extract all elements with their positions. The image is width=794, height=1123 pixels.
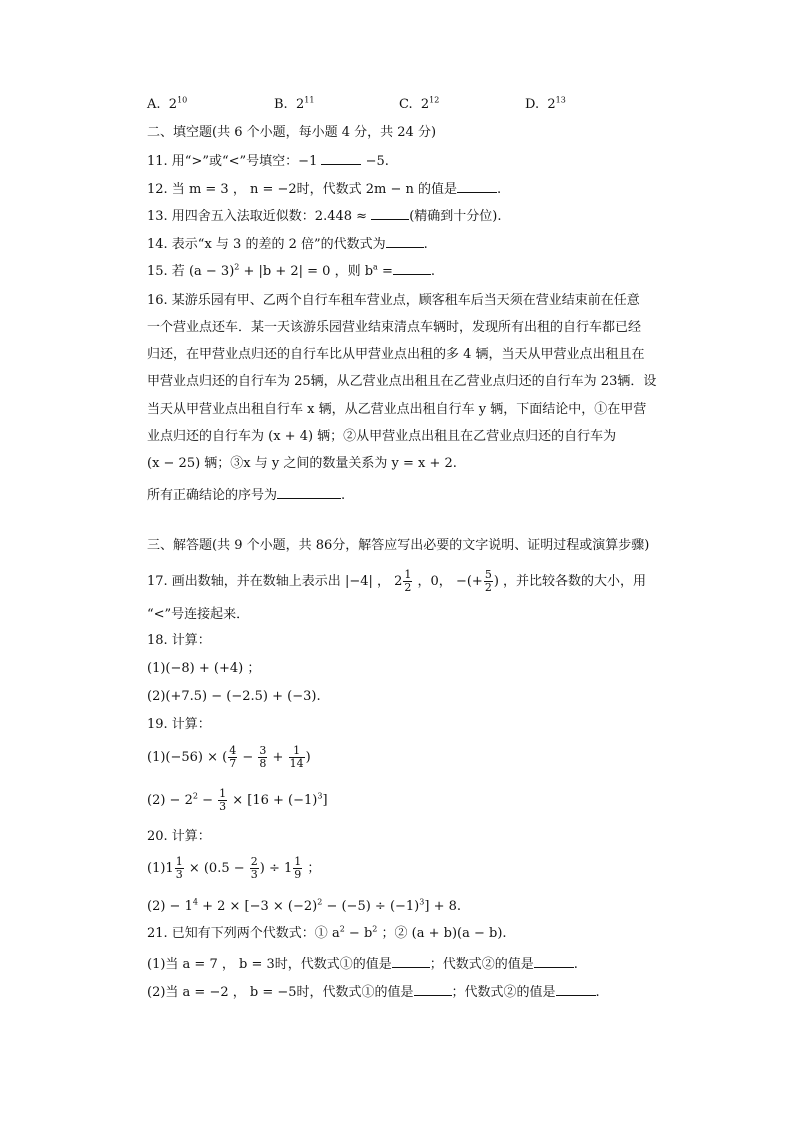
question-14: 14. 表示“x 与 3 的差的 2 倍”的代数式为 . [147, 234, 428, 254]
question-20-part-1: (1)1 $\frac{1}{3}$ × (0.5 − $\frac{2}{3}$ ) ÷ 1 $\frac{1}{9}$ ； [147, 855, 321, 881]
answer-blank[interactable] [277, 485, 341, 499]
question-21-part-2: (2)当 a = −2 ， b = −5时，代数式①的值是 ；代数式②的值是 . [147, 982, 600, 1002]
question-12: 12. 当 m = 3 ， n = −2时，代数式 2m − n 的值是 . [147, 179, 501, 199]
answer-blank[interactable] [393, 261, 431, 275]
option-a: A. $2^{10}$ [147, 95, 188, 112]
question-15: 15. 若 $(a - 3)^2 + |b + 2| = 0$ ，则 $b^a$ = . [147, 262, 435, 279]
question-16-line-1: 16. 某游乐园有甲、乙两个自行车租车营业点，顾客租车后当天须在营业结束前在任意 [147, 293, 640, 308]
question-18-title: 18. 计算： [147, 633, 211, 648]
question-20-title: 20. 计算： [147, 829, 211, 844]
option-d: D. $2^{13}$ [525, 95, 566, 112]
question-13: 13. 用四舍五入法取近似数：2.448 ≈ (精确到十分位). [147, 206, 501, 226]
question-16-line-3: 归还，在甲营业点归还的自行车比从甲营业点出租的多 4 辆，当天从甲营业点出租且在 [147, 347, 645, 362]
question-19-title: 19. 计算： [147, 717, 211, 732]
question-21-part-1: (1)当 a = 7 ， b = 3时，代数式①的值是 ；代数式②的值是 . [147, 954, 578, 974]
answer-blank[interactable] [386, 234, 424, 248]
answer-blank[interactable] [392, 954, 430, 968]
answer-blank[interactable] [534, 954, 574, 968]
answer-blank[interactable] [556, 982, 596, 996]
answer-blank[interactable] [457, 179, 497, 193]
question-16-line-8: 所有正确结论的序号为 . [147, 485, 345, 505]
option-b: B. $2^{11}$ [274, 95, 315, 112]
section-2-heading: 二、填空题(共 6 个小题，每小题 4 分，共 24 分) [147, 125, 437, 140]
question-16-line-2: 一个营业点还车．某一天该游乐园营业结束清点车辆时，发现所有出租的自行车都已经 [147, 320, 642, 335]
section-3-heading: 三、解答题(共 9 个小题，共 86分，解答应写出必要的文字说明、证明过程或演算步骤) [147, 538, 650, 553]
question-16-line-4: 甲营业点归还的自行车为 25辆，从乙营业点出租且在乙营业点归还的自行车为 23辆．设 [147, 374, 657, 389]
question-18-part-2: (2)(+7.5) − (−2.5) + (−3). [147, 689, 321, 704]
question-16-line-7: (x − 25) 辆；③x 与 y 之间的数量关系为 y = x + 2. [147, 456, 457, 471]
question-19-part-1: (1)(−56) × ( $\frac{4}{7}$ − $\frac{3}{8}$ + $\frac{1}{14}$ ) [147, 744, 311, 770]
question-17-line-2: “<”号连接起来． [147, 607, 250, 622]
option-c: C. $2^{12}$ [399, 95, 440, 112]
answer-blank[interactable] [414, 982, 452, 996]
question-18-part-1: (1)(−8) + (+4) ； [147, 661, 261, 676]
question-21: 21. 已知有下列两个代数式：① $a^2 - b^2$ ；② (a + b)(a − b). [147, 924, 507, 941]
question-11: 11. 用“>”或“<”号填空：−1 −5. [147, 151, 389, 171]
question-20-part-2: $(2) - 1^4 + 2 \times [-3 \times (-2)^2 - (-5) \div (-1)^3] + 8$. [147, 897, 461, 914]
answer-blank[interactable] [321, 151, 361, 165]
question-16-line-6: 业点归还的自行车为 (x + 4) 辆；②从甲营业点出租且在乙营业点归还的自行车为 [147, 429, 617, 444]
question-16-line-5: 当天从甲营业点出租自行车 x 辆，从乙营业点出租自行车 y 辆，下面结论中，①在甲营 [147, 402, 647, 417]
question-19-part-2: $(2) - 2^2$ − $\frac{1}{3}$ × $[16 + (-1)^3]$ [147, 787, 328, 813]
answer-blank[interactable] [371, 206, 409, 220]
question-17: 17. 画出数轴，并在数轴上表示出 |−4| ， 2 $\frac{1}{2}$ ，0， −(+ $\frac{5}{2}$ ) ，并比较各数的大小，用 [147, 568, 647, 594]
